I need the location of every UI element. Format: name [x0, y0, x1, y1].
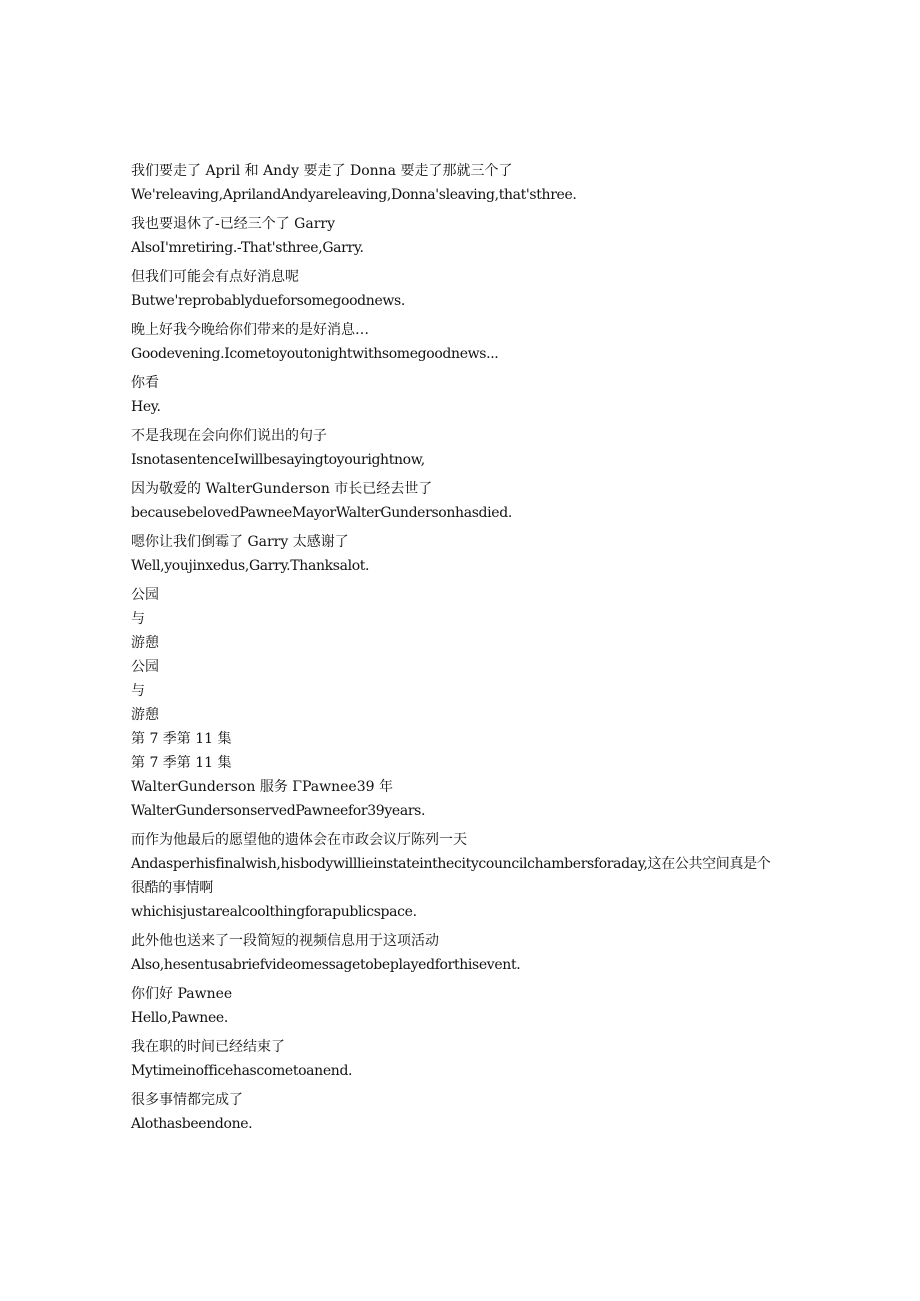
subtitle-line-chinese: 嗯你让我们倒霉了 Garry 太感谢了 — [131, 534, 349, 550]
subtitle-line-chinese: 游憩 — [131, 707, 159, 723]
subtitle-document — [131, 159, 811, 1136]
subtitle-line-english: AlsoI'mretiring.-That'sthree,Garry. — [131, 240, 364, 256]
subtitle-line-chinese: 游憩 — [131, 635, 159, 651]
subtitle-line-english: Mytimeinofficehascometoanend. — [131, 1063, 353, 1079]
subtitle-line-chinese: 而作为他最后的愿望他的遗体会在市政会议厅陈列一天 — [131, 832, 467, 848]
subtitle-line-english: Andasperhisfinalwish,hisbodywilllieinstateinthecitycouncilchambersforaday,这在公共空间真是个很酷的事情啊 — [131, 856, 771, 896]
subtitle-line-chinese: 公园 — [131, 587, 159, 603]
subtitle-line-chinese: 晚上好我今晚给你们带来的是好消息… — [131, 322, 369, 338]
subtitle-line-english: Also,hesentusabriefvideomessagetobeplayedforthisevent. — [131, 957, 521, 973]
subtitle-line-english: Hey. — [131, 399, 161, 415]
subtitle-line-chinese: 你看 — [131, 375, 159, 391]
subtitle-line-english: Hello,Pawnee. — [131, 1010, 228, 1026]
subtitle-line-chinese: 你们好 Pawnee — [131, 986, 233, 1002]
subtitle-line-chinese: 我也要退休了-已经三个了 Garry — [131, 216, 336, 232]
subtitle-line-english: becausebelovedPawneeMayorWalterGundersonhasdied. — [131, 505, 512, 521]
subtitle-line-chinese: 公园 — [131, 659, 159, 675]
subtitle-line-chinese: 与 — [131, 683, 145, 699]
subtitle-line-chinese: WalterGunderson 服务 ΓPawnee39 年 — [131, 779, 393, 795]
subtitle-line-chinese: 不是我现在会向你们说出的句子 — [131, 428, 327, 444]
subtitle-line-english: Well,youjinxedus,Garry.Thanksalot. — [131, 558, 370, 574]
subtitle-line-english: We'releaving,AprilandAndyareleaving,Donna'sleaving,that'sthree. — [131, 187, 577, 203]
subtitle-line-chinese: 我在职的时间已经结束了 — [131, 1039, 285, 1055]
subtitle-line-chinese: 第 7 季第 11 集 — [131, 755, 232, 771]
subtitle-line-chinese: 第 7 季第 11 集 — [131, 731, 232, 747]
subtitle-line-english: Goodevening.Icometoyoutonightwithsomegoodnews... — [131, 346, 499, 362]
subtitle-line-chinese: 与 — [131, 611, 145, 627]
subtitle-line-english: whichisjustarealcoolthingforapublicspace. — [131, 904, 417, 920]
subtitle-line-chinese: 我们要走了 April 和 Andy 要走了 Donna 要走了那就三个了 — [131, 163, 513, 179]
subtitle-line-chinese: 此外他也送来了一段简短的视频信息用于这项活动 — [131, 933, 439, 949]
subtitle-line-english: WalterGundersonservedPawneefor39years. — [131, 803, 426, 819]
subtitle-line-english: Alothasbeendone. — [131, 1116, 253, 1132]
subtitle-line-chinese: 很多事情都完成了 — [131, 1092, 243, 1108]
subtitle-line-chinese: 因为敬爱的 WalterGunderson 市长已经去世了 — [131, 481, 433, 497]
subtitle-line-english: Butwe'reprobablydueforsomegoodnews. — [131, 293, 405, 309]
subtitle-line-english: IsnotasentenceIwillbesayingtoyourightnow, — [131, 452, 425, 468]
subtitle-line-chinese: 但我们可能会有点好消息呢 — [131, 269, 299, 285]
